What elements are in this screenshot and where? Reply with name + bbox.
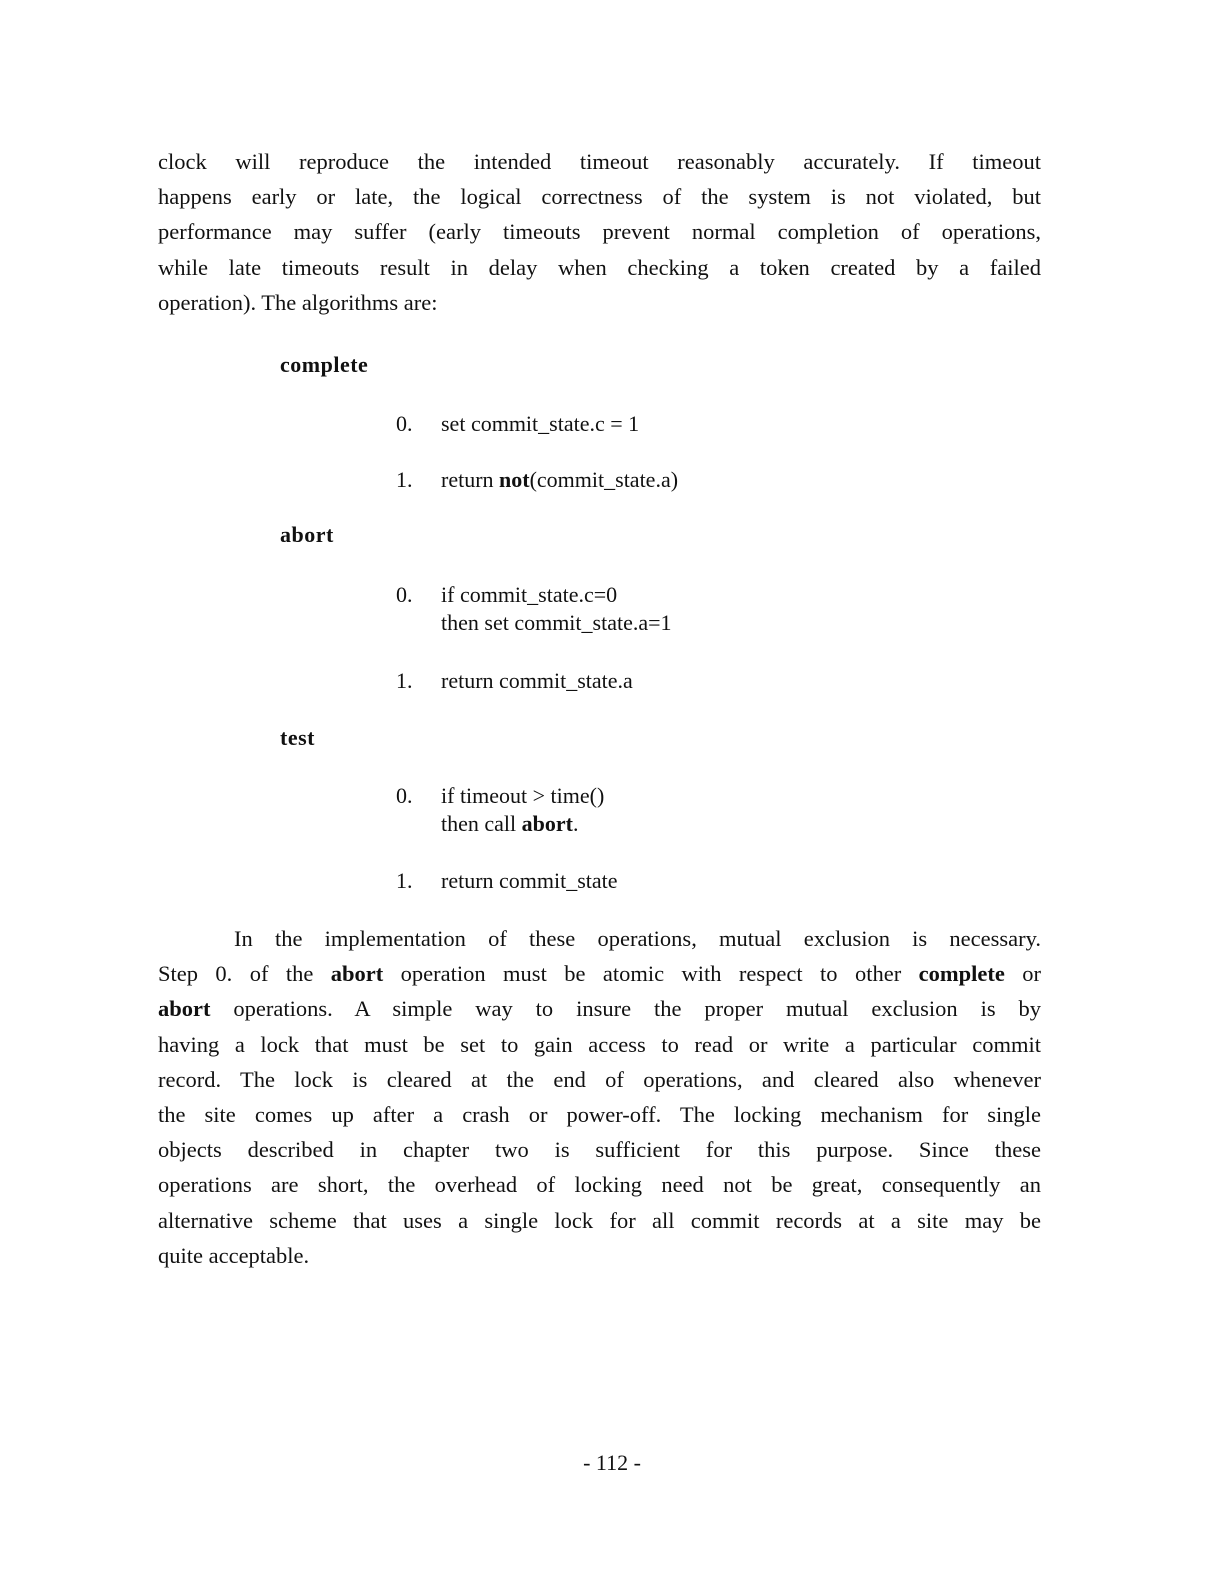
step-text: if timeout > time() then call abort. bbox=[441, 783, 605, 836]
paragraph-line: the site comes up after a crash or power-off. The locking mechanism for single bbox=[158, 1102, 1041, 1128]
paragraph-line: performance may suffer (early timeouts prevent normal completion of operations, bbox=[158, 219, 1041, 245]
paragraph-line: quite acceptable. bbox=[158, 1242, 310, 1268]
paragraph-line: Step 0. of the abort operation must be atomic with respect to other complete or bbox=[158, 961, 1041, 987]
paragraph-line: abort operations. A simple way to insure the proper mutual exclusion is by bbox=[158, 996, 1041, 1022]
step-text: return commit_state.a bbox=[441, 668, 633, 693]
step-text: set commit_state.c = 1 bbox=[441, 411, 640, 436]
step-text: return not(commit_state.a) bbox=[441, 467, 679, 492]
step-number: 0. bbox=[396, 411, 413, 436]
paragraph-line: objects described in chapter two is sufficient for this purpose. Since these bbox=[158, 1137, 1041, 1163]
paragraph-line: operation). The algorithms are: bbox=[158, 289, 438, 315]
paragraph-line: while late timeouts result in delay when checking a token created by a failed bbox=[158, 254, 1041, 280]
mutual-exclusion-paragraph bbox=[158, 921, 1041, 1273]
algorithm-heading-complete: complete bbox=[280, 352, 369, 377]
step-number: 1. bbox=[396, 467, 413, 492]
page-number: - 112 - bbox=[583, 1450, 641, 1475]
paragraph-line: operations are short, the overhead of locking need not be great, consequently an bbox=[158, 1172, 1041, 1198]
paragraph-line: clock will reproduce the intended timeout reasonably accurately. If timeout bbox=[158, 149, 1041, 174]
step-text: return commit_state bbox=[441, 868, 618, 893]
paragraph-line: happens early or late, the logical correctness of the system is not violated, but bbox=[158, 184, 1041, 210]
step-number: 0. bbox=[396, 783, 413, 808]
step-number: 1. bbox=[396, 868, 413, 893]
step-text: if commit_state.c=0 then set commit_state.a=1 bbox=[441, 582, 672, 635]
step-number: 0. bbox=[396, 582, 413, 607]
paragraph-line: having a lock that must be set to gain access to read or write a particular commit bbox=[158, 1031, 1041, 1057]
algorithm-heading-abort: abort bbox=[280, 522, 334, 547]
algorithm-heading-test: test bbox=[280, 725, 315, 750]
paragraph-line: record. The lock is cleared at the end of operations, and cleared also whenever bbox=[158, 1066, 1041, 1092]
step-number: 1. bbox=[396, 668, 413, 693]
paragraph-line: alternative scheme that uses a single lock for all commit records at a site may be bbox=[158, 1207, 1041, 1233]
intro-paragraph bbox=[158, 144, 1041, 320]
paragraph-line: In the implementation of these operations, mutual exclusion is necessary. bbox=[234, 926, 1041, 951]
